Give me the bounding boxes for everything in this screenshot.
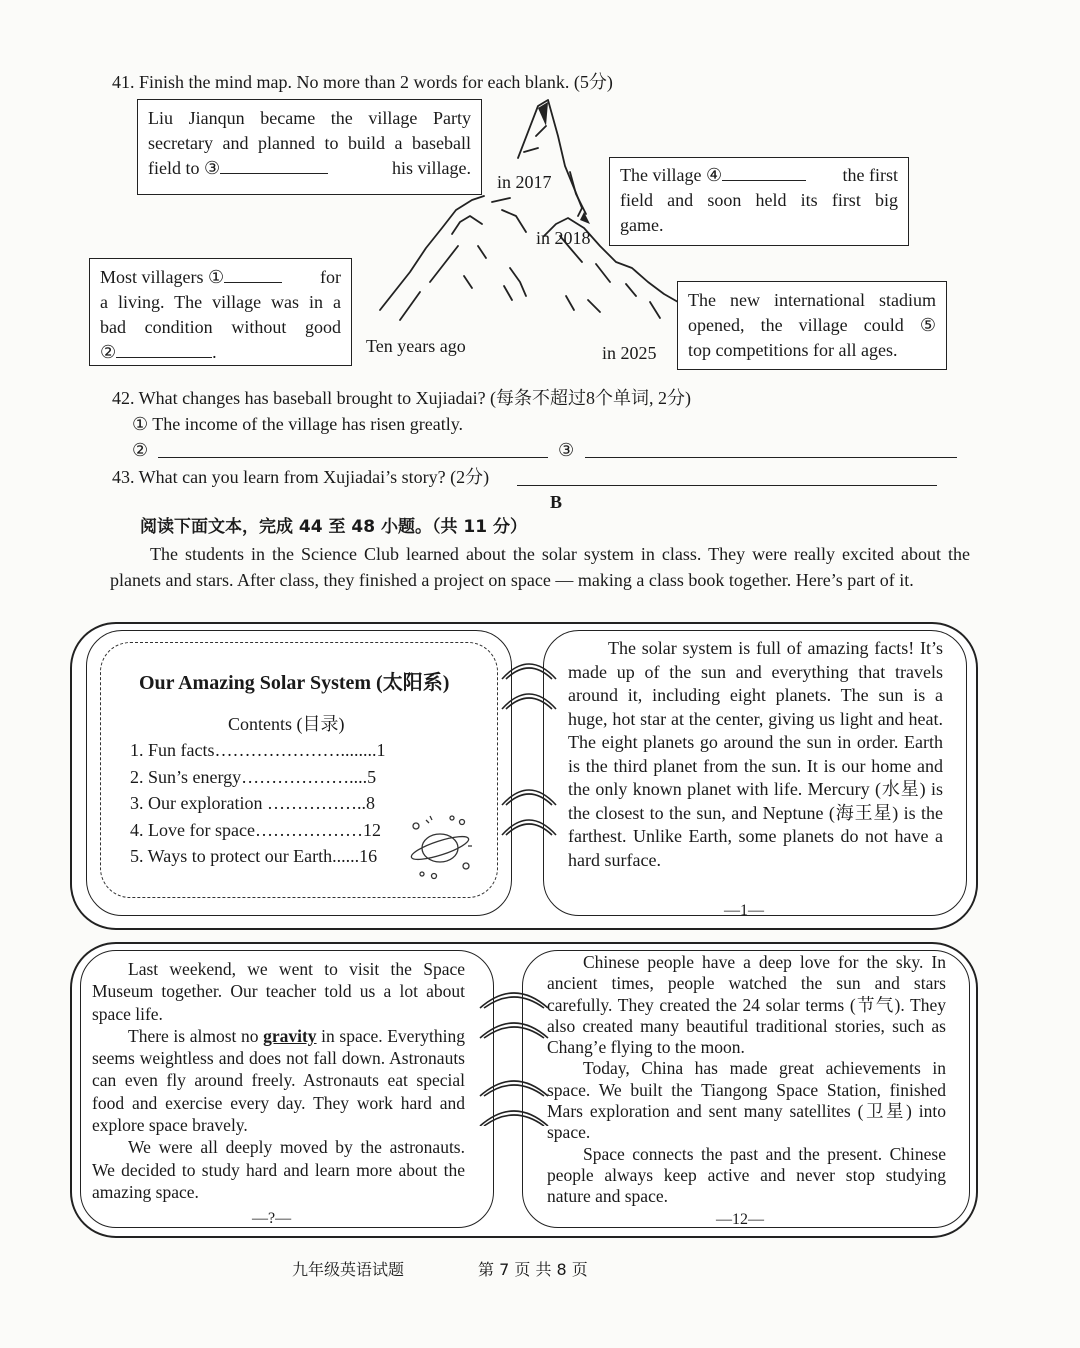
page-7-paragraph: There is almost no gravity in space. Everything seems weightless and does not fall down. Astronauts can even fly around freely. Astronauts eat special food and exercise every day. They work hard and explore space bravely.	[92, 1025, 466, 1136]
toc-item: 1. Fun facts…………………........1	[130, 740, 386, 760]
mindmap-box-2018: The village ④ the first field and soon held its first big game.	[609, 157, 909, 246]
keyword-gravity: gravity	[263, 1025, 317, 1046]
blank-2[interactable]	[116, 357, 212, 358]
toc-item: 2. Sun’s energy………………....5	[130, 766, 377, 787]
toc-item: 4. Love for space………………12	[130, 819, 381, 840]
q42-num-3: ③	[558, 440, 575, 460]
binding-rings	[474, 986, 554, 1126]
footer-page-count: 第 7 页 共 8 页	[478, 1260, 588, 1279]
q42-item-1: ① The income of the village has risen greatly.	[132, 414, 464, 434]
q41-prompt: 41. Finish the mind map. No more than 2 words for each blank. (5分)	[112, 72, 613, 92]
page-7-text	[92, 958, 465, 1203]
cover-title: Our Amazing Solar System (太阳系)	[139, 672, 450, 694]
section-intro: The students in the Science Club learned about the solar system in class. They were really excited about the planets and stars. After class, they finished a project on space — making a class book together. Here’s part of it.	[110, 544, 970, 590]
page-12-paragraph: Today, China has made great achievements in space. We built the Tiangong Space Station, finished Mars exploration and sent many satellites (卫星) into space.	[547, 1058, 946, 1143]
section-instruction: 阅读下面文本，完成 44 至 48 小题。（共 11 分）	[140, 517, 527, 537]
section-letter: B	[550, 492, 563, 512]
table-of-contents	[130, 737, 386, 870]
page-1-text: The solar system is full of amazing facts! It’s made up of the sun and everything that travels around it, including eight planets. The sun is a huge, hot star at the center, giving us light and heat. The eight planets go around the sun in order. Earth is the third planet from the sun. It is our home and the only known planet with life. Mercury (水星) is the closest to the sun, and Neptune (海王星) is the farthest. Unlike Earth, some planets do not have a hard surface.	[568, 638, 943, 870]
label-2025: in 2025	[602, 343, 657, 363]
mindmap-box-ten-years-ago: Most villagers ① for a living. The village was in a bad condition without good ② .	[89, 258, 352, 366]
q42-answer-line-3[interactable]	[585, 457, 957, 458]
binding-rings	[496, 655, 562, 845]
mindmap-box-2025: The new international stadium opened, the village could ⑤ top competitions for all ages.	[677, 281, 947, 370]
page-12-paragraph: Space connects the past and the present. Chinese people always keep active and never stop studying nature and space.	[547, 1143, 946, 1207]
blank-4[interactable]	[722, 180, 806, 181]
q42-num-2: ②	[132, 440, 149, 460]
toc-item: 5. Ways to protect our Earth......16	[130, 846, 378, 866]
page-12-text	[547, 952, 946, 1208]
page-7-paragraph: Last weekend, we went to visit the Space Museum together. Our teacher told us a lot about space life.	[92, 959, 465, 1024]
blank-1[interactable]	[224, 282, 282, 283]
q43-prompt: 43. What can you learn from Xujiadai’s story? (2分)	[112, 467, 490, 487]
q43-answer-line[interactable]	[517, 485, 937, 486]
page-12-number: —12—	[716, 1211, 764, 1228]
footer-exam-title: 九年级英语试题	[292, 1260, 405, 1279]
blank-3[interactable]	[220, 173, 328, 174]
page-1-number: —1—	[724, 902, 764, 919]
label-ten-years-ago: Ten years ago	[366, 336, 466, 356]
label-2018: in 2018	[536, 228, 591, 248]
q42-answer-line-2[interactable]	[158, 457, 548, 458]
page-7-number: —?—	[252, 1210, 292, 1227]
q42-prompt: 42. What changes has baseball brought to Xujiadai? (每条不超过8个单词, 2分)	[112, 388, 692, 408]
planet-doodle-icon	[404, 810, 476, 884]
contents-heading: Contents (目录)	[228, 714, 345, 734]
page-7-paragraph: We were all deeply moved by the astronauts. We decided to study hard and learn more about the amazing space.	[92, 1137, 465, 1202]
page-12-paragraph: Chinese people have a deep love for the sky. In ancient times, people watched the sun and stars carefully. They created the 24 solar terms (节气). They also created many beautiful traditional stories, such as Chang’e flying to the moon.	[547, 952, 946, 1058]
toc-item: 3. Our exploration ……………..8	[130, 793, 375, 813]
mindmap-box-2017: Liu Jianqun became the village Party secretary and planned to build a baseball field to ③ his village.	[137, 99, 482, 195]
label-2017: in 2017	[497, 172, 552, 192]
